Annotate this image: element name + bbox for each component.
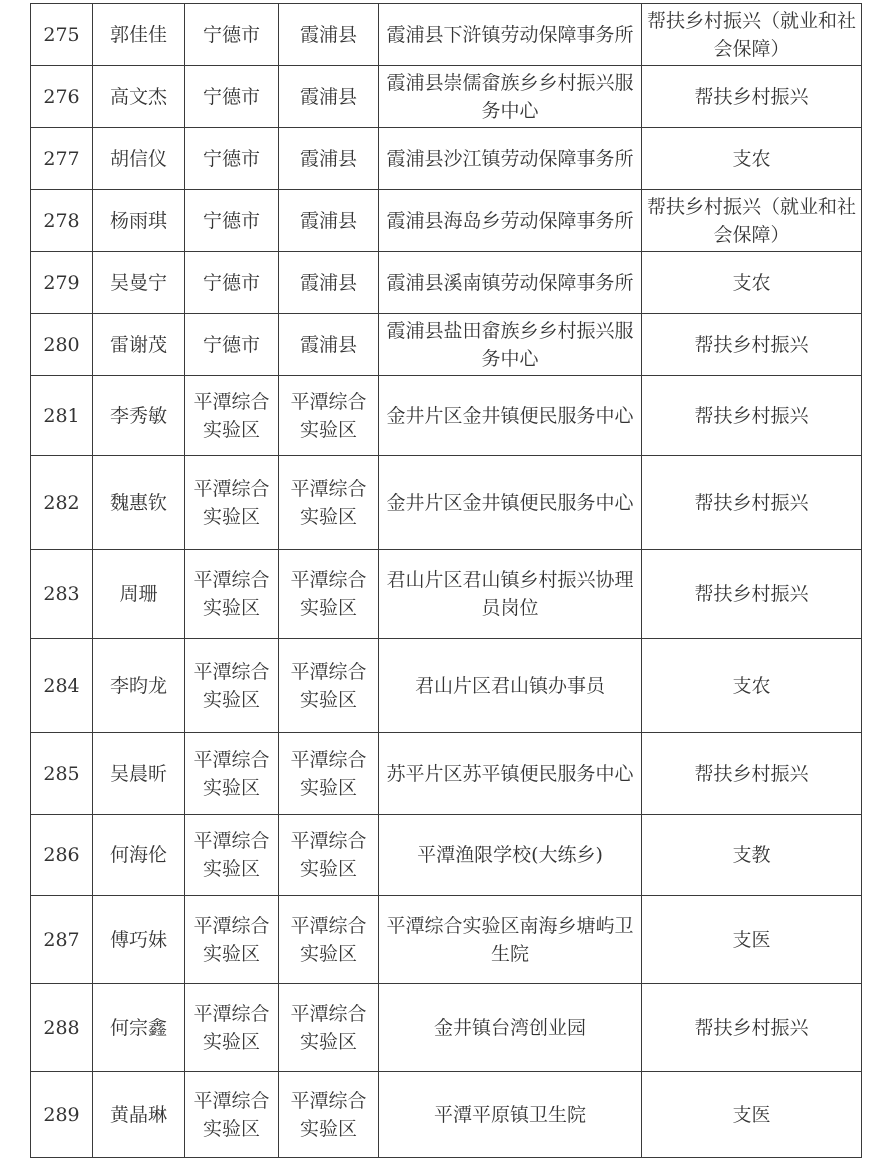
row-number-cell: 276 [31, 66, 93, 128]
name-cell: 何海伦 [93, 815, 185, 896]
row-number-cell: 281 [31, 376, 93, 456]
city-cell: 宁德市 [185, 66, 279, 128]
county-cell: 平潭综合实验区 [279, 815, 379, 896]
row-number-cell: 280 [31, 314, 93, 376]
county-cell: 平潭综合实验区 [279, 984, 379, 1072]
name-cell: 李秀敏 [93, 376, 185, 456]
service-type-cell: 支农 [642, 639, 862, 733]
service-type-cell: 帮扶乡村振兴 [642, 550, 862, 639]
service-type-cell: 支教 [642, 815, 862, 896]
service-type-cell: 帮扶乡村振兴 [642, 66, 862, 128]
row-number-cell: 278 [31, 190, 93, 252]
city-cell: 宁德市 [185, 4, 279, 66]
county-cell: 霞浦县 [279, 4, 379, 66]
name-cell: 郭佳佳 [93, 4, 185, 66]
county-cell: 霞浦县 [279, 66, 379, 128]
name-cell: 傅巧妹 [93, 896, 185, 984]
table-row [31, 252, 862, 314]
service-unit-cell: 金井片区金井镇便民服务中心 [379, 376, 642, 456]
service-type-cell: 帮扶乡村振兴 [642, 376, 862, 456]
city-cell: 宁德市 [185, 128, 279, 190]
service-unit-cell: 霞浦县崇儒畲族乡乡村振兴服务中心 [379, 66, 642, 128]
county-cell: 平潭综合实验区 [279, 376, 379, 456]
service-unit-cell: 平潭渔限学校(大练乡) [379, 815, 642, 896]
service-unit-cell: 平潭综合实验区南海乡塘屿卫生院 [379, 896, 642, 984]
county-cell: 平潭综合实验区 [279, 639, 379, 733]
table-row [31, 733, 862, 815]
row-number-cell: 279 [31, 252, 93, 314]
service-type-cell: 帮扶乡村振兴（就业和社会保障） [642, 190, 862, 252]
service-unit-cell: 君山片区君山镇乡村振兴协理员岗位 [379, 550, 642, 639]
city-cell: 平潭综合实验区 [185, 733, 279, 815]
county-cell: 平潭综合实验区 [279, 550, 379, 639]
service-unit-cell: 金井镇台湾创业园 [379, 984, 642, 1072]
table-row [31, 1072, 862, 1158]
table-row [31, 550, 862, 639]
county-cell: 平潭综合实验区 [279, 456, 379, 550]
row-number-cell: 287 [31, 896, 93, 984]
service-type-cell: 支农 [642, 252, 862, 314]
name-cell: 吴晨昕 [93, 733, 185, 815]
county-cell: 霞浦县 [279, 252, 379, 314]
service-type-cell: 帮扶乡村振兴 [642, 456, 862, 550]
table-row [31, 639, 862, 733]
row-number-cell: 282 [31, 456, 93, 550]
name-cell: 雷谢茂 [93, 314, 185, 376]
name-cell: 黄晶琳 [93, 1072, 185, 1158]
service-unit-cell: 霞浦县溪南镇劳动保障事务所 [379, 252, 642, 314]
table-row [31, 4, 862, 66]
city-cell: 宁德市 [185, 252, 279, 314]
name-cell: 魏惠钦 [93, 456, 185, 550]
city-cell: 宁德市 [185, 190, 279, 252]
row-number-cell: 288 [31, 984, 93, 1072]
row-number-cell: 277 [31, 128, 93, 190]
service-unit-cell: 苏平片区苏平镇便民服务中心 [379, 733, 642, 815]
table-row [31, 896, 862, 984]
row-number-cell: 284 [31, 639, 93, 733]
name-cell: 胡信仪 [93, 128, 185, 190]
row-number-cell: 286 [31, 815, 93, 896]
service-unit-cell: 平潭平原镇卫生院 [379, 1072, 642, 1158]
city-cell: 平潭综合实验区 [185, 896, 279, 984]
city-cell: 宁德市 [185, 314, 279, 376]
name-cell: 周珊 [93, 550, 185, 639]
county-cell: 霞浦县 [279, 190, 379, 252]
row-number-cell: 275 [31, 4, 93, 66]
county-cell: 平潭综合实验区 [279, 896, 379, 984]
service-unit-cell: 君山片区君山镇办事员 [379, 639, 642, 733]
roster-table-body [31, 4, 862, 1158]
table-row [31, 984, 862, 1072]
service-type-cell: 帮扶乡村振兴（就业和社会保障） [642, 4, 862, 66]
service-unit-cell: 霞浦县下浒镇劳动保障事务所 [379, 4, 642, 66]
city-cell: 平潭综合实验区 [185, 376, 279, 456]
city-cell: 平潭综合实验区 [185, 456, 279, 550]
city-cell: 平潭综合实验区 [185, 984, 279, 1072]
service-type-cell: 支医 [642, 1072, 862, 1158]
county-cell: 霞浦县 [279, 314, 379, 376]
name-cell: 吴曼宁 [93, 252, 185, 314]
row-number-cell: 283 [31, 550, 93, 639]
row-number-cell: 289 [31, 1072, 93, 1158]
name-cell: 何宗鑫 [93, 984, 185, 1072]
table-row [31, 128, 862, 190]
name-cell: 高文杰 [93, 66, 185, 128]
name-cell: 李昀龙 [93, 639, 185, 733]
county-cell: 平潭综合实验区 [279, 1072, 379, 1158]
table-row [31, 190, 862, 252]
row-number-cell: 285 [31, 733, 93, 815]
service-type-cell: 帮扶乡村振兴 [642, 314, 862, 376]
service-type-cell: 支农 [642, 128, 862, 190]
table-row [31, 314, 862, 376]
service-unit-cell: 霞浦县海岛乡劳动保障事务所 [379, 190, 642, 252]
table-row [31, 66, 862, 128]
city-cell: 平潭综合实验区 [185, 639, 279, 733]
county-cell: 霞浦县 [279, 128, 379, 190]
table-row [31, 456, 862, 550]
city-cell: 平潭综合实验区 [185, 550, 279, 639]
service-unit-cell: 霞浦县沙江镇劳动保障事务所 [379, 128, 642, 190]
county-cell: 平潭综合实验区 [279, 733, 379, 815]
service-unit-cell: 霞浦县盐田畲族乡乡村振兴服务中心 [379, 314, 642, 376]
service-type-cell: 支医 [642, 896, 862, 984]
table-row [31, 815, 862, 896]
table-row [31, 376, 862, 456]
roster-table [30, 3, 862, 1158]
service-type-cell: 帮扶乡村振兴 [642, 984, 862, 1072]
city-cell: 平潭综合实验区 [185, 815, 279, 896]
city-cell: 平潭综合实验区 [185, 1072, 279, 1158]
service-type-cell: 帮扶乡村振兴 [642, 733, 862, 815]
name-cell: 杨雨琪 [93, 190, 185, 252]
service-unit-cell: 金井片区金井镇便民服务中心 [379, 456, 642, 550]
